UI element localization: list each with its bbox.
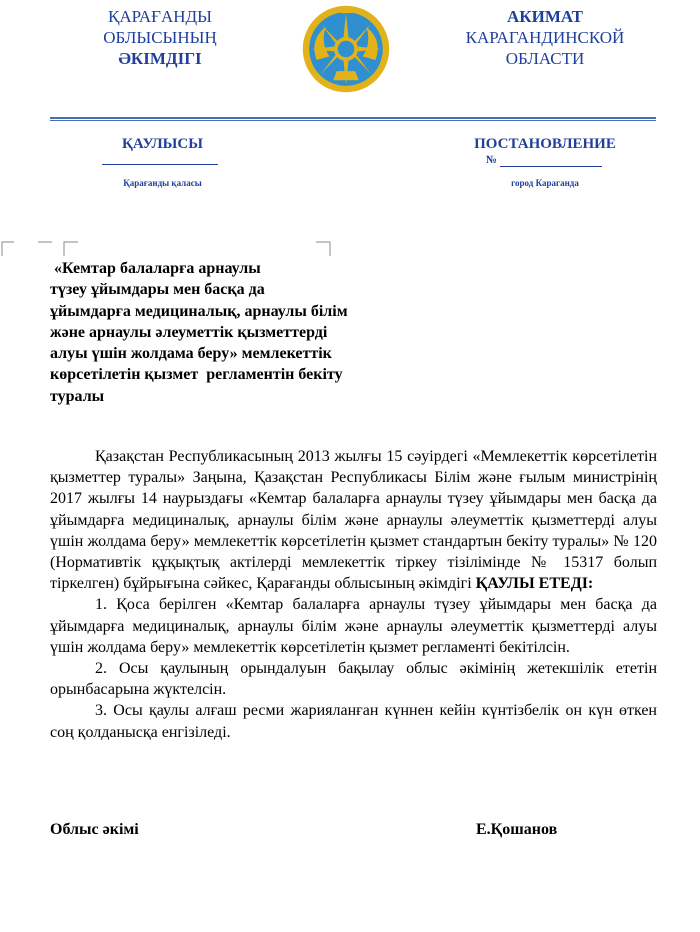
title-line: көрсетілетін қызмет регламентін бекіту (50, 366, 343, 384)
title-line: туралы (50, 387, 105, 405)
number-sign-ru: № (486, 154, 498, 166)
header-left-line-3: ӘКІМДІГІ (118, 49, 202, 68)
title-line: алуы үшін жолдама беру» мемлекеттік (50, 345, 332, 363)
doc-type-kz: ҚАУЛЫСЫ (122, 136, 203, 152)
doc-type-ru: ПОСТАНОВЛЕНИЕ (474, 136, 616, 152)
item-paragraph: 3. Осы қаулы алғаш ресми жарияланған күннен кейін күнтізбелік он күн өткен соң қолданысқа енгізіледі. (50, 702, 657, 741)
item-paragraph: 2. Осы қаулының орындалуын бақылау облыс әкімінің жетекшілік ететін орынбасарына жүктелсін. (50, 660, 657, 699)
title-corner-marks (0, 236, 340, 256)
header-right-line-3: ОБЛАСТИ (505, 49, 585, 68)
city-kz: Қарағанды қаласы (123, 178, 202, 188)
city-ru: город Караганда (511, 178, 579, 188)
document-body (50, 446, 657, 743)
header-right-ru (435, 6, 655, 69)
title-line: түзеу ұйымдары мен басқа да (50, 281, 265, 299)
state-emblem-icon (300, 3, 392, 95)
document-title (50, 258, 410, 407)
title-line: ұйымдарға медициналық, арнаулы білім (50, 302, 348, 320)
title-line: «Кемтар балаларға арнаулы (50, 260, 261, 277)
header-right-line-1: АКИМАТ (507, 7, 583, 26)
preamble-text: Қазақстан Республикасының 2013 жылғы 15 сәуірдегі «Мемлекеттік көрсетілетін қызметтер туралы» Заңына, Қазақстан Республикасы Білім және ғылым министрінің 2017 жылғы 14 наурыздағы «Кемтар балаларға арнаулы түзеу ұйымдары мен басқа да ұйымдарға медициналық, арнаулы білім және арнаулы әлеуметтік қызметтерді алуы үшін жолдама беру» мемлекеттік көрсетілетін қызмет стандартын бекіту туралы» № 120 (Нормативтік құқықтық актілерді мемлекеттік тіркеу тізілімінде № 15317 болып тіркелген) бұйрығына сәйкес, Қарағанды облысының әкімдігі (50, 448, 657, 593)
signature-name: Е.Қошанов (476, 821, 558, 838)
header-left-kz (60, 6, 260, 69)
decree-phrase: ҚАУЛЫ ЕТЕДІ: (475, 575, 594, 593)
title-line: және арнаулы әлеуметтік қызметтерді (50, 323, 328, 341)
header-divider (50, 117, 656, 122)
number-line-kz (102, 163, 218, 165)
header-right-line-2: КАРАГАНДИНСКОЙ (465, 28, 625, 47)
item-paragraph: 1. Қоса берілген «Кемтар балаларға арнаулы түзеу ұйымдары мен басқа да ұйымдарға медициналық, арнаулы білім және арнаулы әлеуметтік қызметтерді алуы үшін жолдама беру» мемлекеттік көрсетілетін қызмет регламенті бекітілсін. (50, 596, 657, 656)
header-left-line-1: ҚАРАҒАНДЫ (108, 7, 212, 26)
header-left-line-2: ОБЛЫСЫНЫҢ (103, 28, 217, 47)
preamble-paragraph (50, 446, 657, 594)
signature-role: Облыс әкімі (50, 821, 139, 838)
number-line-ru (500, 165, 602, 167)
